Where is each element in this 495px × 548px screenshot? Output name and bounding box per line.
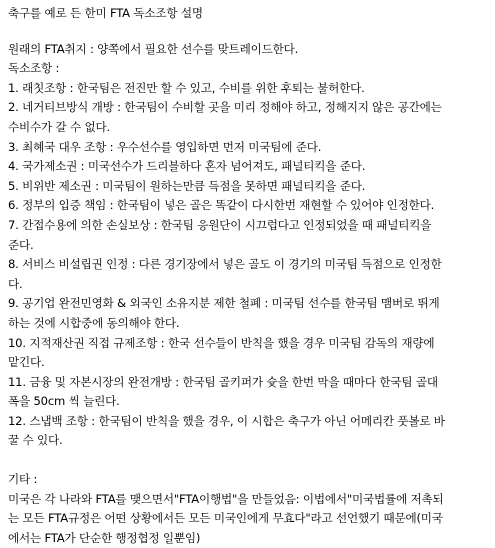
section-spacer — [8, 451, 487, 470]
clause-text: 9. 공기업 완전민영화 & 외국인 소유지분 제한 철폐 : 미국팀 선수를 한국팀 맴버로 뛰게 — [8, 296, 440, 311]
clause-text: 11. 금융 및 자본시장의 완전개방 : 한국팀 골키퍼가 슛을 한번 막을 때마다 한국팀 골대 — [8, 374, 438, 389]
clause-text: 5. 비위반 제소권 : 미국팀이 원하는만큼 득점을 못하면 패널티킥을 준다. — [8, 178, 366, 193]
clause-item — [8, 412, 487, 451]
clause-item — [8, 334, 487, 373]
clause-text-continued: 다. — [8, 276, 23, 291]
clause-text-continued: 하는 것에 시합중에 동의해야 한다. — [8, 315, 180, 330]
other-text-line: 미국은 각 나라와 FTA를 맺으면서"FTA이행법"을 만들었음: 이법에서"미국법률에 저촉되 — [8, 491, 444, 506]
original-purpose: 원래의 FTA취지 : 양쪽에서 필요한 선수를 맞트레이드한다. — [8, 41, 299, 56]
clause-text-continued: 수비수가 갈 수 없다. — [8, 119, 110, 134]
clause-text: 7. 간접수용에 의한 손실보상 : 한국팀 응원단이 시끄럽다고 인정되었을 때 패널티킥을 — [8, 217, 432, 232]
toxic-clauses-heading: 독소조항 : — [8, 61, 60, 76]
clause-item — [8, 255, 487, 294]
clause-text: 4. 국가제소권 : 미국선수가 드리블하다 혼자 넘어져도, 패널티킥을 준다. — [8, 159, 366, 174]
clause-item — [8, 79, 487, 99]
clause-item — [8, 177, 487, 197]
clause-item — [8, 216, 487, 255]
toxic-clauses-list — [8, 79, 487, 451]
clause-text: 10. 지적재산권 직접 규제조항 : 한국 선수들이 반칙을 했을 경우 미국팀 감독의 재량에 — [8, 335, 435, 350]
clause-text: 2. 네거티브방식 개방 : 한국팀이 수비할 곳을 미리 정해야 하고, 정해지지 않은 공간에는 — [8, 100, 442, 115]
clause-text: 6. 정부의 입증 책임 : 한국팀이 넣은 골은 똑같이 다시한번 재현할 수 있어야 인정한다. — [8, 198, 435, 213]
clause-text: 8. 서비스 비설립권 인정 : 다른 경기장에서 넣은 골도 이 경기의 미국팀 득점으로 인정한 — [8, 257, 442, 272]
clause-item — [8, 98, 487, 137]
clause-item — [8, 373, 487, 412]
clause-item — [8, 157, 487, 177]
clause-text-continued: 준다. — [8, 237, 34, 252]
other-text-line: 는 모든 FTA규정은 어떤 상황에서든 모든 미국인에게 무효다"라고 선언했기 때문에(미국 — [8, 511, 443, 526]
document-title: 축구를 예로 든 한미 FTA 독소조항 설명 — [8, 6, 203, 20]
clause-text: 3. 최혜국 대우 조항 : 우수선수를 영입하면 먼저 미국팀에 준다. — [8, 139, 322, 154]
clause-text-continued: 맡긴다. — [8, 355, 45, 370]
clause-text: 12. 스냅백 조항 : 한국팀이 반칙을 했을 경우, 이 시합은 축구가 아닌 어메리칸 풋볼로 바 — [8, 413, 445, 428]
clause-item — [8, 294, 487, 333]
clause-item — [8, 196, 487, 216]
clause-text: 1. 래칫조항 : 한국팀은 전진만 할 수 있고, 수비를 위한 후퇴는 불허한다. — [8, 80, 365, 95]
other-heading: 기타 : — [8, 472, 38, 487]
clause-text-continued: 꿀 수 있다. — [8, 433, 63, 448]
clause-text-continued: 폭을 50cm 씩 늘린다. — [8, 394, 120, 409]
clause-item — [8, 138, 487, 158]
other-text-line: 에서는 FTA가 단순한 행정협정 일뿐임) — [8, 530, 201, 545]
